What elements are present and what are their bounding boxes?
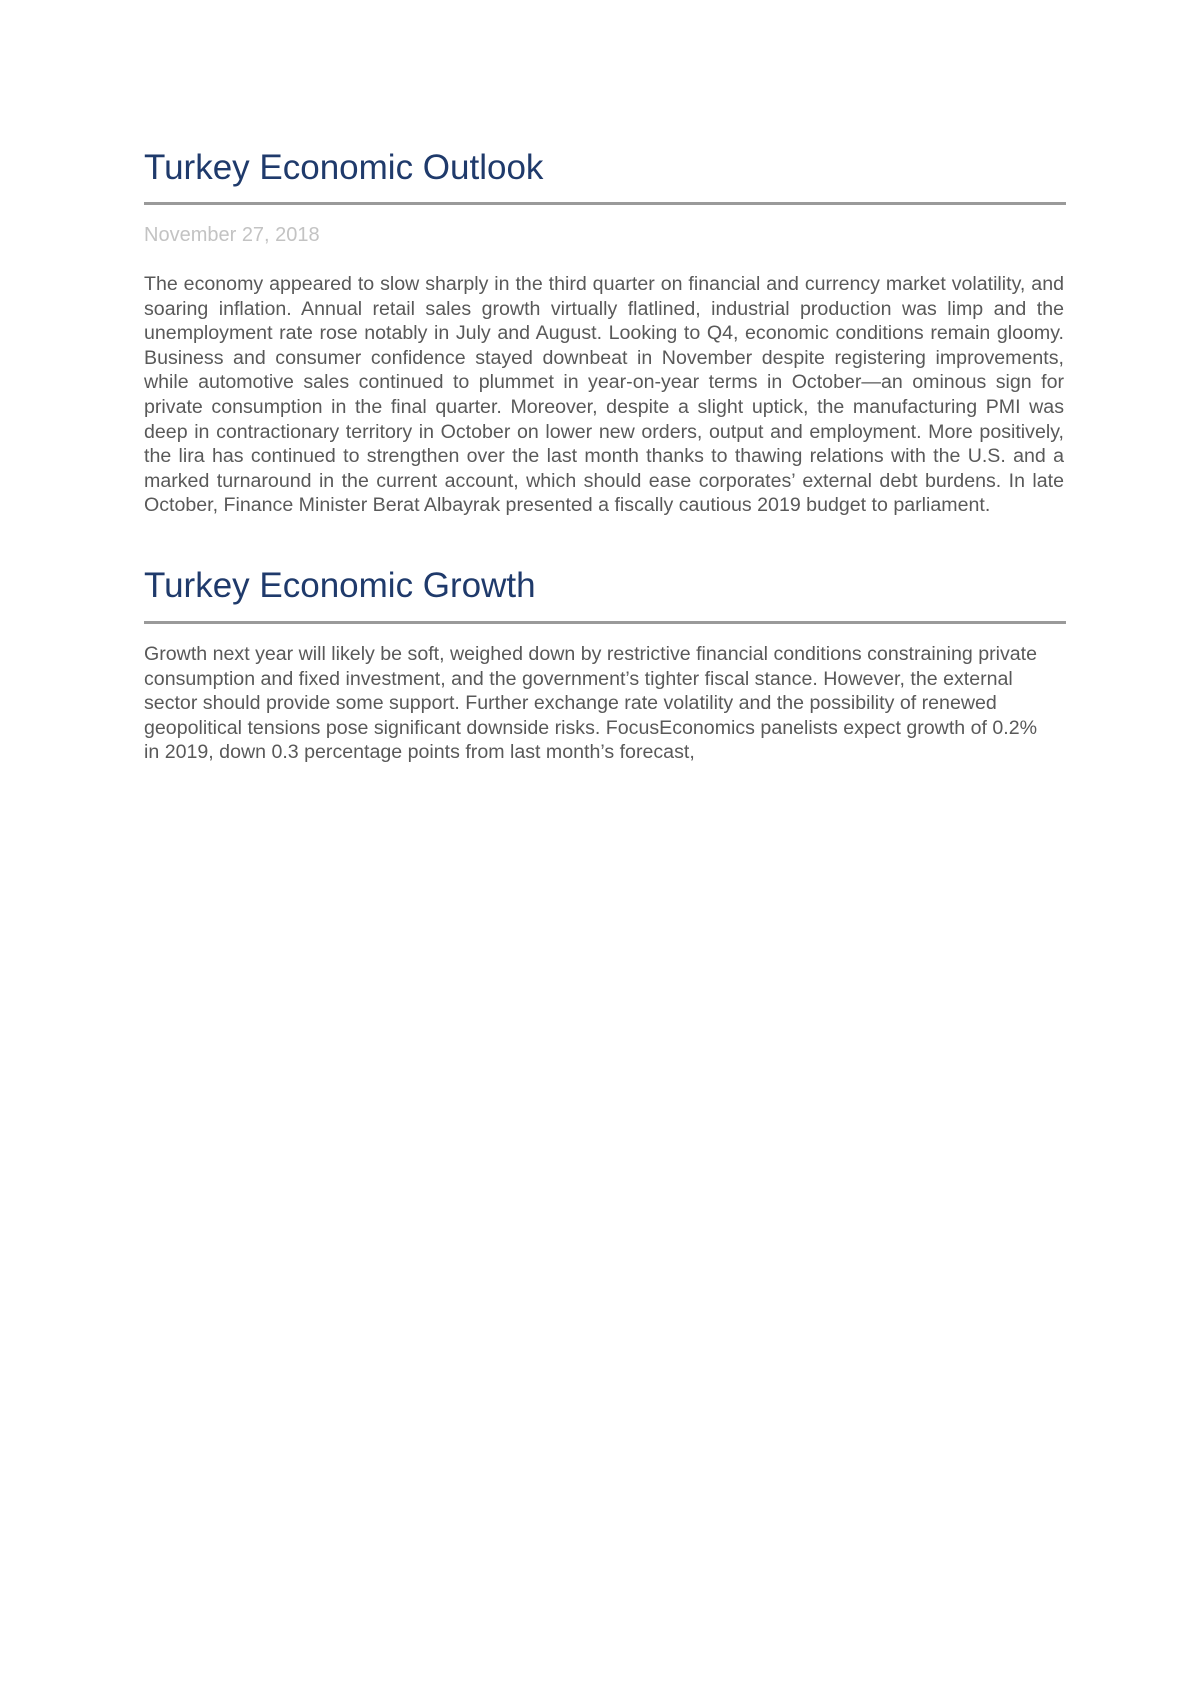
growth-divider bbox=[144, 621, 1066, 624]
growth-paragraph: Growth next year will likely be soft, weighed down by restrictive financial conditions constraining private consumption and fixed investment, and the government’s tighter fiscal stance. However, the external sector should provide some support. Further exchange rate volatility and the possibility of renewed geopolitical tensions pose significant downside risks. FocusEconomics panelists expect growth of 0.2% in 2019, down 0.3 percentage points from last month’s forecast, bbox=[144, 643, 1038, 764]
growth-heading: Turkey Economic Growth bbox=[144, 566, 536, 605]
outlook-heading: Turkey Economic Outlook bbox=[144, 148, 544, 187]
outlook-divider bbox=[144, 202, 1066, 205]
outlook-paragraph: The economy appeared to slow sharply in the third quarter on financial and currency market volatility, and soaring inflation. Annual retail sales growth virtually flatlined, industrial production was limp and the unemployment rate rose notably in July and August. Looking to Q4, economic conditions remain gloomy. Business and consumer confidence stayed downbeat in November despite registering improvements, while automotive sales continued to plummet in year-on-year terms in October—an ominous sign for private consumption in the final quarter. Moreover, despite a slight uptick, the manufacturing PMI was deep in contractionary territory in October on lower new orders, output and employment. More positively, the lira has continued to strengthen over the last month thanks to thawing relations with the U.S. and a marked turnaround in the current account, which should ease corporates’ external debt burdens. In late October, Finance Minister Berat Albayrak presented a fiscally cautious 2019 budget to parliament. bbox=[144, 273, 1064, 517]
publish-date: November 27, 2018 bbox=[144, 224, 320, 246]
